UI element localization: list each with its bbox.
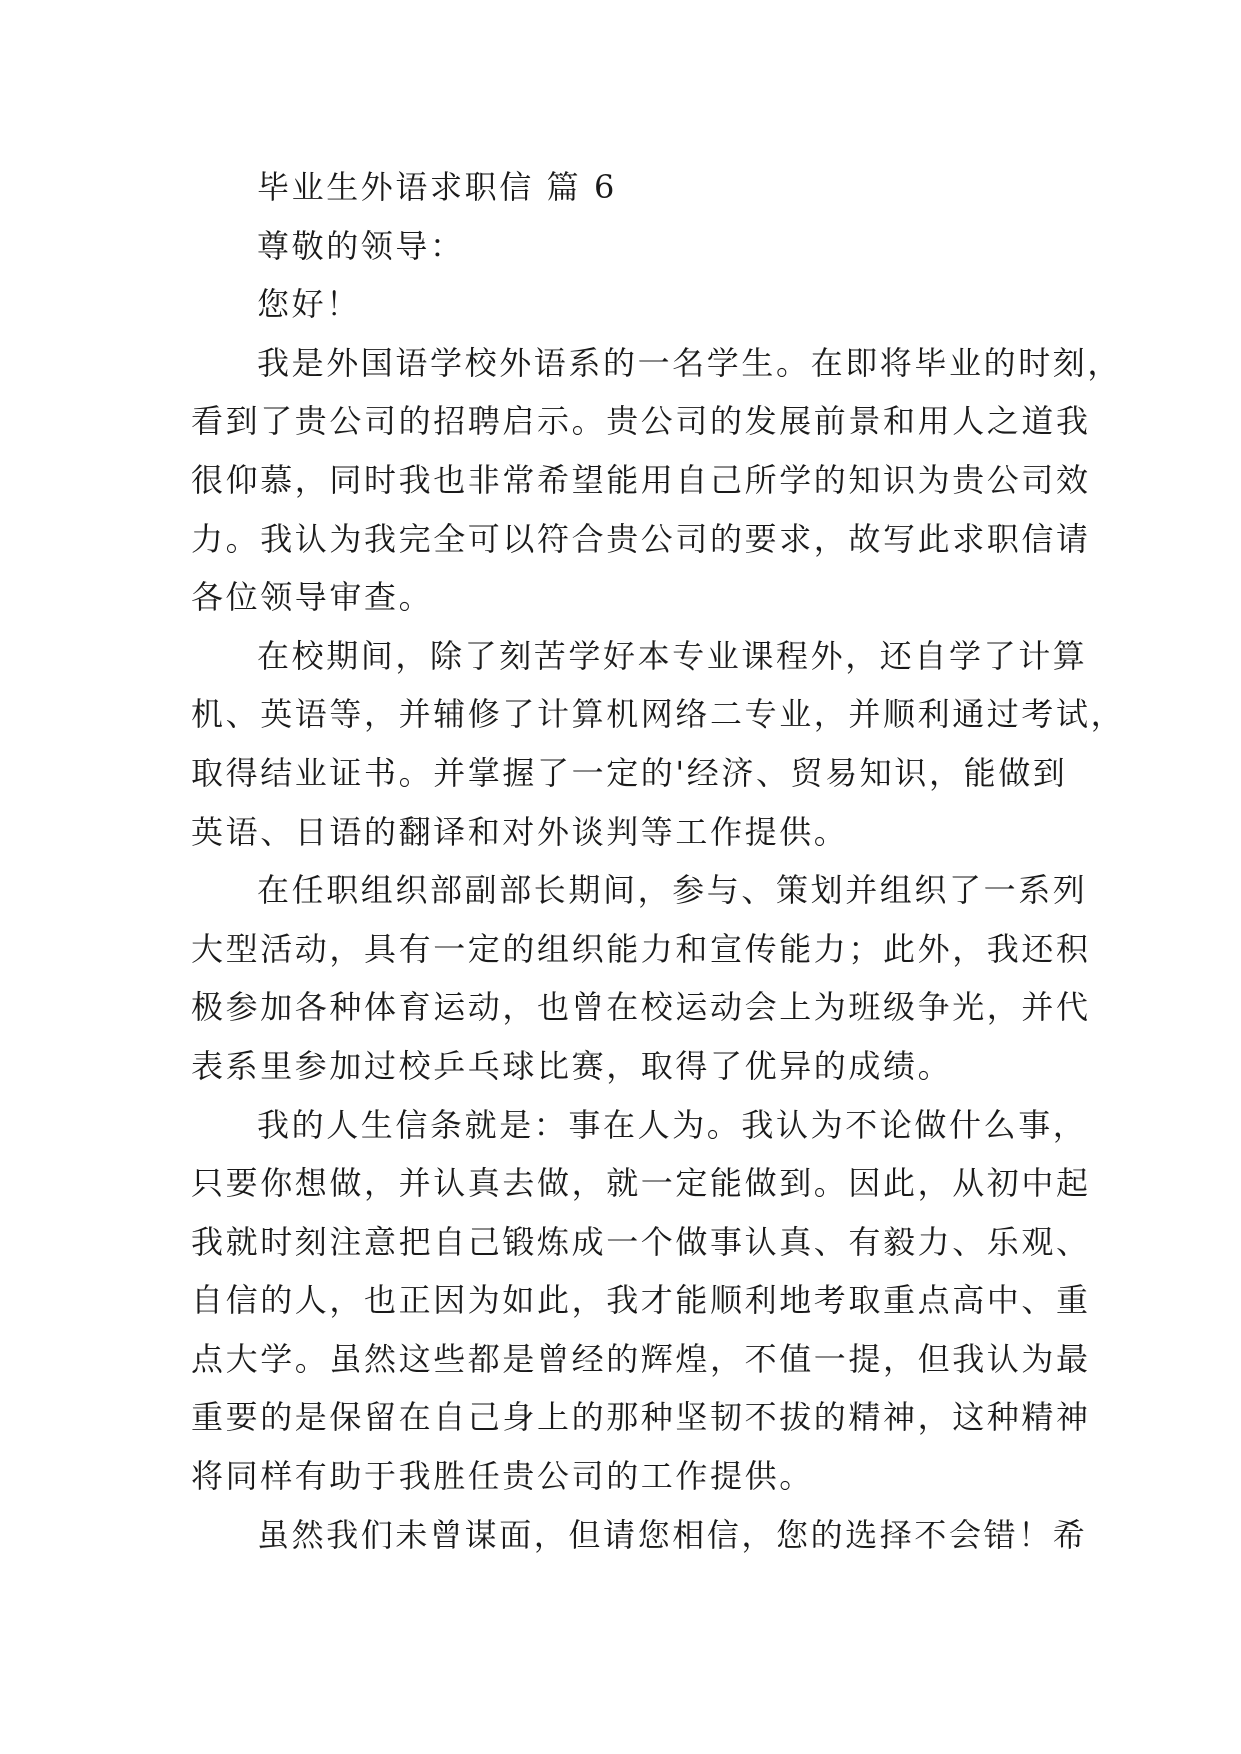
text-line: 表系里参加过校乒乓球比赛，取得了优异的成绩。 [191, 1046, 953, 1085]
text-line: 英语、日语的翻译和对外谈判等工作提供。 [191, 812, 849, 851]
letter-title: 毕业生外语求职信 篇 6 [257, 168, 617, 206]
text-line: 各位领导审查。 [191, 578, 434, 617]
text-line: 很仰慕，同时我也非常希望能用自己所学的知识为贵公司效 [191, 460, 1091, 499]
text-line: 在校期间，除了刻苦学好本专业课程外，还自学了计算 [257, 636, 1088, 675]
text-line: 点大学。虽然这些都是曾经的辉煌，不值一提，但我认为最 [191, 1339, 1091, 1378]
text-line: 力。我认为我完全可以符合贵公司的要求，故写此求职信请 [191, 519, 1091, 558]
letter-salutation: 尊敬的领导： [257, 226, 465, 265]
text-line: 取得结业证书。并掌握了一定的'经济、贸易知识，能做到 [191, 753, 1068, 792]
text-line: 看到了贵公司的招聘启示。贵公司的发展前景和用人之道我 [191, 402, 1091, 441]
text-line: 大型活动，具有一定的组织能力和宣传能力；此外，我还积 [191, 929, 1091, 968]
text-line: 极参加各种体育运动，也曾在校运动会上为班级争光，并代 [191, 988, 1091, 1027]
text-line: 我的人生信条就是：事在人为。我认为不论做什么事， [257, 1105, 1088, 1144]
text-line: 机、英语等，并辅修了计算机网络二专业，并顺利通过考试， [191, 695, 1126, 734]
text-line: 我是外国语学校外语系的一名学生。在即将毕业的时刻， [257, 343, 1123, 382]
text-line: 我就时刻注意把自己锻炼成一个做事认真、有毅力、乐观、 [191, 1222, 1091, 1261]
letter-body [191, 158, 1126, 1564]
text-line: 在任职组织部副部长期间，参与、策划并组织了一系列 [257, 871, 1088, 910]
text-line: 只要你想做，并认真去做，就一定能做到。因此，从初中起 [191, 1164, 1091, 1203]
text-line: 重要的是保留在自己身上的那种坚韧不拔的精神，这种精神 [191, 1398, 1091, 1437]
letter-greeting: 您好！ [257, 285, 361, 324]
text-line: 将同样有助于我胜任贵公司的工作提供。 [191, 1457, 814, 1496]
text-line: 虽然我们未曾谋面，但请您相信，您的选择不会错！希 [257, 1515, 1088, 1554]
letter-paragraphs [191, 334, 1126, 1564]
text-line: 自信的人，也正因为如此，我才能顺利地考取重点高中、重 [191, 1281, 1091, 1320]
